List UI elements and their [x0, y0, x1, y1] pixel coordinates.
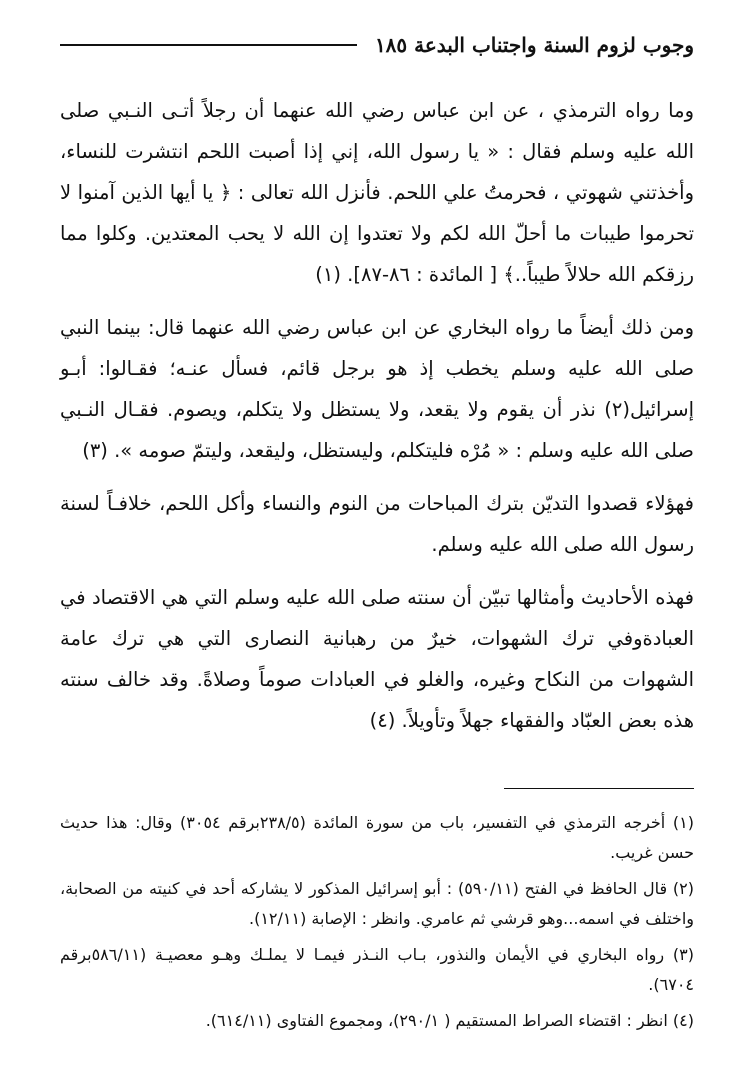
footnote-2: (٢) قال الحافظ في الفتح (٥٩٠/١١) : أبو إسرائيل المذكور لا يشاركه أحد في كنيته من الصحابة، واختلف في اسمه...وهو قرشي ثم عامري. وانظر : الإصابة (١٢/١١).: [60, 879, 695, 928]
main-text: [60, 90, 694, 741]
header-rule: [60, 44, 357, 46]
paragraph-1: وما رواه الترمذي ، عن ابن عباس رضي الله عنهما أن رجلاً أتـى النـبي صلى الله عليه وسلم فقال : « يا رسول الله، إني إذا أصبت اللحم انتشرت للنساء، وأخذتني شهوتي ، فحرمتُ علي اللحم. فأنزل الله تعالى : ﴿ يا أيها الذين آمنوا لا تحرموا طيبات ما أحلّ الله لكم ولا تعتدوا إن الله لا يحب المعتدين. وكلوا مما رزقكم الله حلالاً طيباً..﴾ [ المائدة : ٨٦-٨٧]. (١): [60, 99, 694, 286]
running-header: [60, 28, 694, 62]
footnote-4: (٤) انظر : اقتضاء الصراط المستقيم ( ٢٩٠/١)، ومجموع الفتاوى (٦١٤/١١).: [205, 1011, 694, 1030]
paragraph-4: فهذه الأحاديث وأمثالها تبيّن أن سنته صلى الله عليه وسلم التي هي الاقتصاد في العبادةوفي ترك الشهوات، خيرٌ من رهبانية النصارى التي هي ترك عامة الشهوات من النكاح وغيره، والغلو في العبادات صوماً وصلاةً. وقد خالف سنته هذه بعض العبّاد والفقهاء جهلاً وتأويلاً. (٤): [60, 586, 694, 732]
paragraph-3: فهؤلاء قصدوا التديّن بترك المباحات من النوم والنساء وأكل اللحم، خلافـاً لسنة رسول الله صلى الله عليه وسلم.: [60, 492, 694, 556]
paragraph-2: ومن ذلك أيضاً ما رواه البخاري عن ابن عباس رضي الله عنهما قال: بينما النبي صلى الله عليه وسلم يخطب إذ هو برجل قائم، فسأل عنـه؛ فقـالوا: أبـو إسرائيل(٢) نذر أن يقوم ولا يقعد، ولا يستظل ولا يتكلم، ويصوم. فقـال النـبي صلى الله عليه وسلم : « مُرْه فليتكلم، وليستظل، وليقعد، وليتمّ صومه ». (٣): [60, 316, 694, 462]
footnote-3: (٣) رواه البخاري في الأيمان والنذور، بـاب النـذر فيمـا لا يملـك وهـو معصيـة (٥٨٦/١١برقم ٦٧٠٤).: [60, 945, 694, 994]
footnote-separator: [504, 788, 694, 789]
footnote-1: (١) أخرجه الترمذي في التفسير، باب من سورة المائدة (٢٣٨/٥برقم ٣٠٥٤) وقال: هذا حديث حسن غريب.: [60, 813, 695, 862]
header-title: وجوب لزوم السنة واجتناب البدعة ١٨٥: [374, 33, 694, 57]
footnotes: [60, 808, 694, 1042]
